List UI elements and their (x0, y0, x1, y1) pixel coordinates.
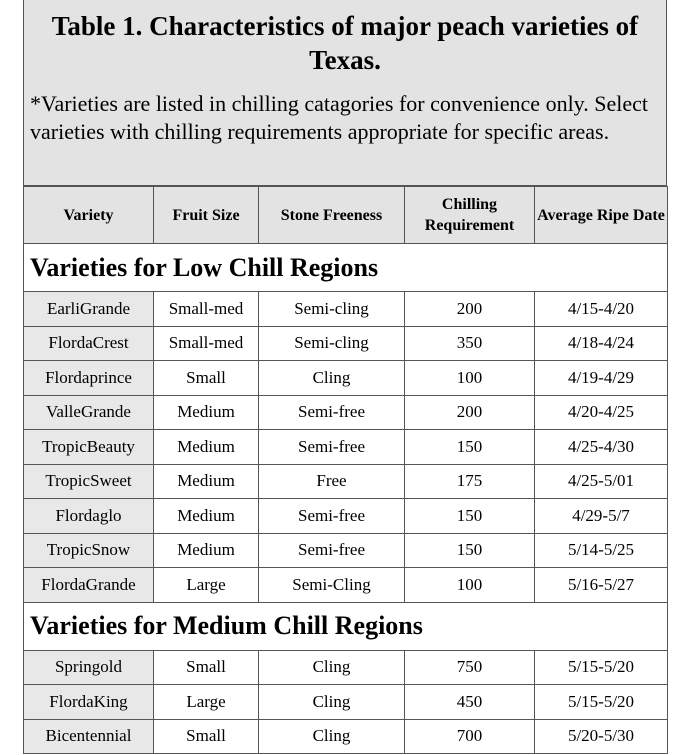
ripe-date-cell: 4/29-5/7 (535, 499, 668, 534)
table-row (24, 499, 668, 534)
fruit-size-cell: Small (154, 719, 259, 754)
variety-cell: EarliGrande (24, 292, 154, 327)
ripe-date-cell: 4/18-4/24 (535, 326, 668, 361)
table-row (24, 361, 668, 396)
ripe-date-cell: 4/19-4/29 (535, 361, 668, 396)
table-row (24, 568, 668, 603)
fruit-size-cell: Medium (154, 395, 259, 430)
chilling-requirement-cell: 350 (405, 326, 535, 361)
stone-freeness-cell: Free (259, 464, 405, 499)
table-row (24, 650, 668, 685)
variety-cell: Flordaprince (24, 361, 154, 396)
stone-freeness-cell: Cling (259, 685, 405, 720)
fruit-size-cell: Small (154, 650, 259, 685)
chilling-requirement-cell: 700 (405, 719, 535, 754)
col-header-average-ripe-date: Average Ripe Date (535, 187, 668, 244)
table-body (24, 244, 668, 754)
fruit-size-cell: Large (154, 568, 259, 603)
section-heading: Varieties for Low Chill Regions (24, 244, 668, 292)
stone-freeness-cell: Semi-free (259, 499, 405, 534)
chilling-requirement-cell: 100 (405, 568, 535, 603)
peach-varieties-document (23, 0, 667, 754)
variety-cell: FlordaGrande (24, 568, 154, 603)
stone-freeness-cell: Cling (259, 361, 405, 396)
variety-cell: Springold (24, 650, 154, 685)
fruit-size-cell: Small-med (154, 292, 259, 327)
variety-cell: FlordaCrest (24, 326, 154, 361)
section-heading: Varieties for Medium Chill Regions (24, 602, 668, 650)
chilling-requirement-cell: 450 (405, 685, 535, 720)
chilling-requirement-cell: 100 (405, 361, 535, 396)
table-note: *Varieties are listed in chilling catagories for convenience only. Select varieties with chilling requirements appropriate for specific areas. (30, 91, 649, 144)
section-row (24, 602, 668, 650)
col-header-stone-freeness: Stone Freeness (259, 187, 405, 244)
fruit-size-cell: Small (154, 361, 259, 396)
variety-cell: FlordaKing (24, 685, 154, 720)
ripe-date-cell: 4/15-4/20 (535, 292, 668, 327)
table-row (24, 395, 668, 430)
table-row (24, 464, 668, 499)
table-title: Table 1. Characteristics of major peach varieties of Texas. (51, 11, 639, 75)
table-row (24, 326, 668, 361)
ripe-date-cell: 4/25-5/01 (535, 464, 668, 499)
fruit-size-cell: Small-med (154, 326, 259, 361)
fruit-size-cell: Medium (154, 430, 259, 465)
ripe-date-cell: 4/25-4/30 (535, 430, 668, 465)
variety-cell: Bicentennial (24, 719, 154, 754)
table-row (24, 533, 668, 568)
stone-freeness-cell: Semi-Cling (259, 568, 405, 603)
col-header-variety: Variety (24, 187, 154, 244)
fruit-size-cell: Medium (154, 464, 259, 499)
fruit-size-cell: Medium (154, 499, 259, 534)
stone-freeness-cell: Semi-free (259, 430, 405, 465)
chilling-requirement-cell: 150 (405, 499, 535, 534)
table-row (24, 685, 668, 720)
table-row (24, 719, 668, 754)
variety-cell: TropicBeauty (24, 430, 154, 465)
fruit-size-cell: Large (154, 685, 259, 720)
variety-cell: ValleGrande (24, 395, 154, 430)
stone-freeness-cell: Semi-free (259, 395, 405, 430)
table-caption (23, 0, 667, 186)
chilling-requirement-cell: 750 (405, 650, 535, 685)
col-header-fruit-size: Fruit Size (154, 187, 259, 244)
stone-freeness-cell: Semi-free (259, 533, 405, 568)
peach-varieties-table (23, 186, 668, 754)
fruit-size-cell: Medium (154, 533, 259, 568)
chilling-requirement-cell: 150 (405, 430, 535, 465)
chilling-requirement-cell: 150 (405, 533, 535, 568)
variety-cell: Flordaglo (24, 499, 154, 534)
chilling-requirement-cell: 200 (405, 395, 535, 430)
section-row (24, 244, 668, 292)
stone-freeness-cell: Semi-cling (259, 326, 405, 361)
ripe-date-cell: 5/15-5/20 (535, 650, 668, 685)
header-row (24, 187, 668, 244)
ripe-date-cell: 5/14-5/25 (535, 533, 668, 568)
ripe-date-cell: 5/20-5/30 (535, 719, 668, 754)
ripe-date-cell: 5/15-5/20 (535, 685, 668, 720)
chilling-requirement-cell: 200 (405, 292, 535, 327)
stone-freeness-cell: Cling (259, 650, 405, 685)
col-header-chilling-requirement: Chilling Requirement (405, 187, 535, 244)
variety-cell: TropicSweet (24, 464, 154, 499)
table-row (24, 430, 668, 465)
stone-freeness-cell: Cling (259, 719, 405, 754)
chilling-requirement-cell: 175 (405, 464, 535, 499)
stone-freeness-cell: Semi-cling (259, 292, 405, 327)
variety-cell: TropicSnow (24, 533, 154, 568)
table-row (24, 292, 668, 327)
ripe-date-cell: 4/20-4/25 (535, 395, 668, 430)
ripe-date-cell: 5/16-5/27 (535, 568, 668, 603)
